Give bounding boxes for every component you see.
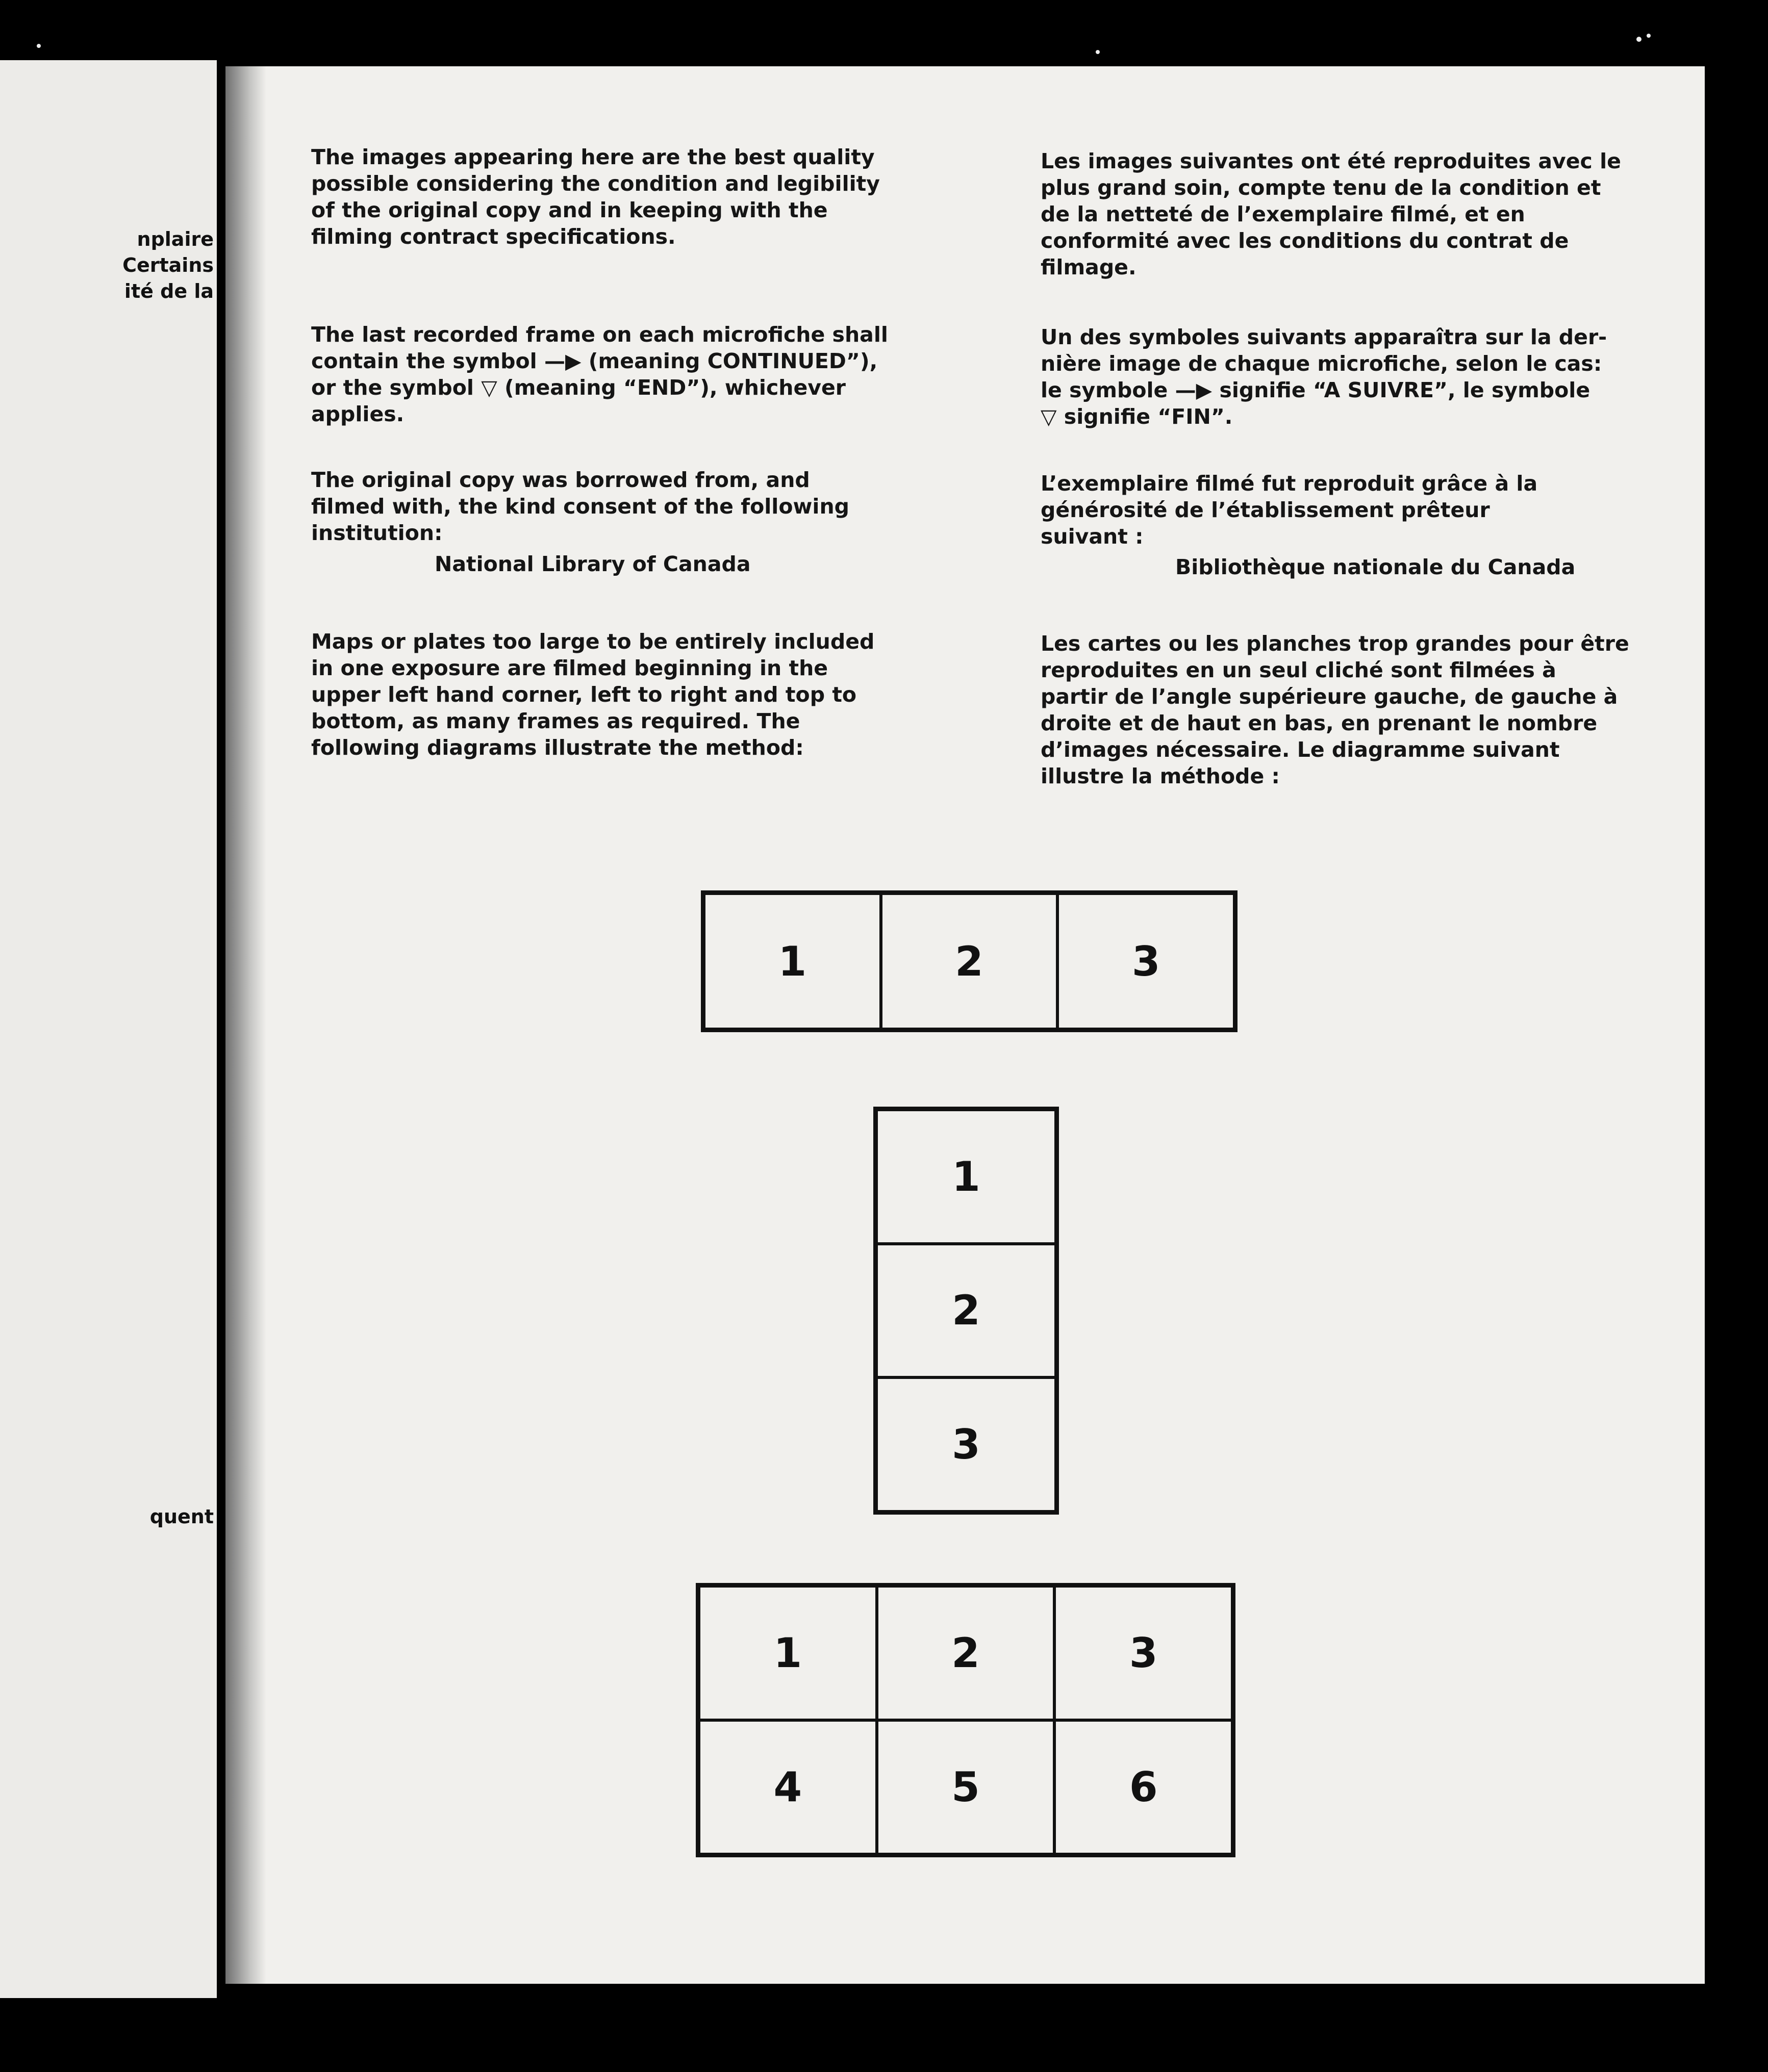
grid-frames-diagram [696,1583,1235,1857]
frame-cell: 2 [881,893,1058,1029]
previous-page-edge [0,60,217,1998]
frame-cell: 2 [877,1586,1055,1720]
frame-cell: 3 [1057,893,1234,1029]
row-frames-diagram [701,890,1237,1032]
film-speck [37,44,41,48]
frame-cell: 2 [876,1244,1056,1378]
frame-cell: 1 [699,1586,877,1720]
french-institution-name: Bibliothèque nationale du Canada [1175,555,1576,579]
column-frames-diagram [873,1107,1059,1515]
frame-cell: 3 [876,1377,1056,1512]
english-source-paragraph: The original copy was borrowed from, and filmed with, the kind consent of the following institution: [311,468,849,545]
frame-cell: 1 [876,1110,1056,1244]
french-quality-paragraph: Les images suivantes ont été reproduites avec le plus grand soin, compte tenu de la condition et de la netteté de l’exemplaire filmé, et en conformité avec les conditions du contrat de filmage. [1041,149,1621,279]
french-maps-paragraph: Les cartes ou les planches trop grandes pour être reproduites en un seul cliché sont filmées à partir de l’angle supérieure gauche, de gauche à droite et de haut en bas, en prenant le nombre d’images nécessaire. Le diagramme suivant illustre la méthode : [1041,631,1629,788]
film-speck [1636,37,1641,42]
text-fragment: Certains [122,254,214,276]
english-maps-paragraph: Maps or plates too large to be entirely included in one exposure are filmed beginning in the upper left hand corner, left to right and top to bottom, as many frames as required. The following diagrams illustrate the method: [311,629,875,760]
english-institution-name: National Library of Canada [435,552,751,576]
film-speck [1096,50,1100,54]
film-speck [1647,34,1651,38]
frame-cell: 5 [877,1720,1055,1854]
english-symbols-paragraph: The last recorded frame on each microfiche shall contain the symbol —▶ (meaning CONTINUED”), or the symbol ▽ (meaning “END”), whichever applies. [311,322,888,426]
frame-cell: 6 [1054,1720,1232,1854]
english-quality-paragraph: The images appearing here are the best quality possible considering the condition and legibility of the original copy and in keeping with the filming contract specifications. [311,145,880,249]
text-fragment: quent [149,1505,214,1528]
frame-cell: 1 [704,893,881,1029]
frame-cell: 3 [1054,1586,1232,1720]
text-fragment: ité de la [124,280,214,302]
text-fragment: nplaire [137,228,214,250]
frame-cell: 4 [699,1720,877,1854]
french-symbols-paragraph: Un des symboles suivants apparaîtra sur la der- nière image de chaque microfiche, selon le cas: le symbole —▶ signifie “A SUIVRE”, le symbole ▽ signifie “FIN”. [1041,325,1607,429]
french-source-paragraph: L’exemplaire filmé fut reproduit grâce à la générosité de l’établissement prêteur suivant : [1041,471,1538,549]
